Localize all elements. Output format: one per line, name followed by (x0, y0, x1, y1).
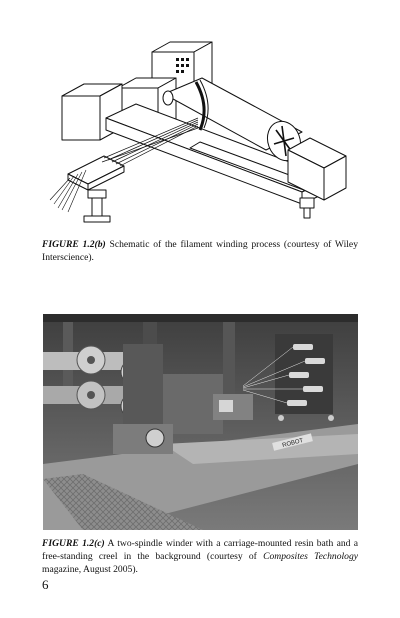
figure-caption-b (42, 238, 358, 264)
page-number: 6 (42, 577, 49, 592)
winder-photo-illustration (43, 314, 358, 530)
figure-caption-text-c-1: A two-spindle winder with a carriage-mounted resin bath and a free-standing creel in the background (courtesy of (42, 538, 358, 562)
figure-caption-source: Composites Technology (263, 551, 359, 562)
fiber-creel (50, 156, 124, 222)
figure-label-b: FIGURE 1.2(b) (42, 239, 106, 250)
figure-label-c: FIGURE 1.2(c) (42, 538, 105, 549)
figure-caption-text-b: Schematic of the filament winding process (courtesy of Wiley Interscience). (42, 239, 358, 263)
winder-photo (43, 314, 358, 530)
figure-caption-text-c-2: magazine, August 2005). (42, 564, 138, 575)
figure-caption-c (42, 537, 358, 576)
tailstock-box (288, 138, 346, 218)
rail-sign-text: ROBOT (281, 438, 304, 450)
carriage (213, 394, 253, 420)
filament-winding-schematic (40, 38, 360, 228)
creel-rack (275, 334, 334, 421)
